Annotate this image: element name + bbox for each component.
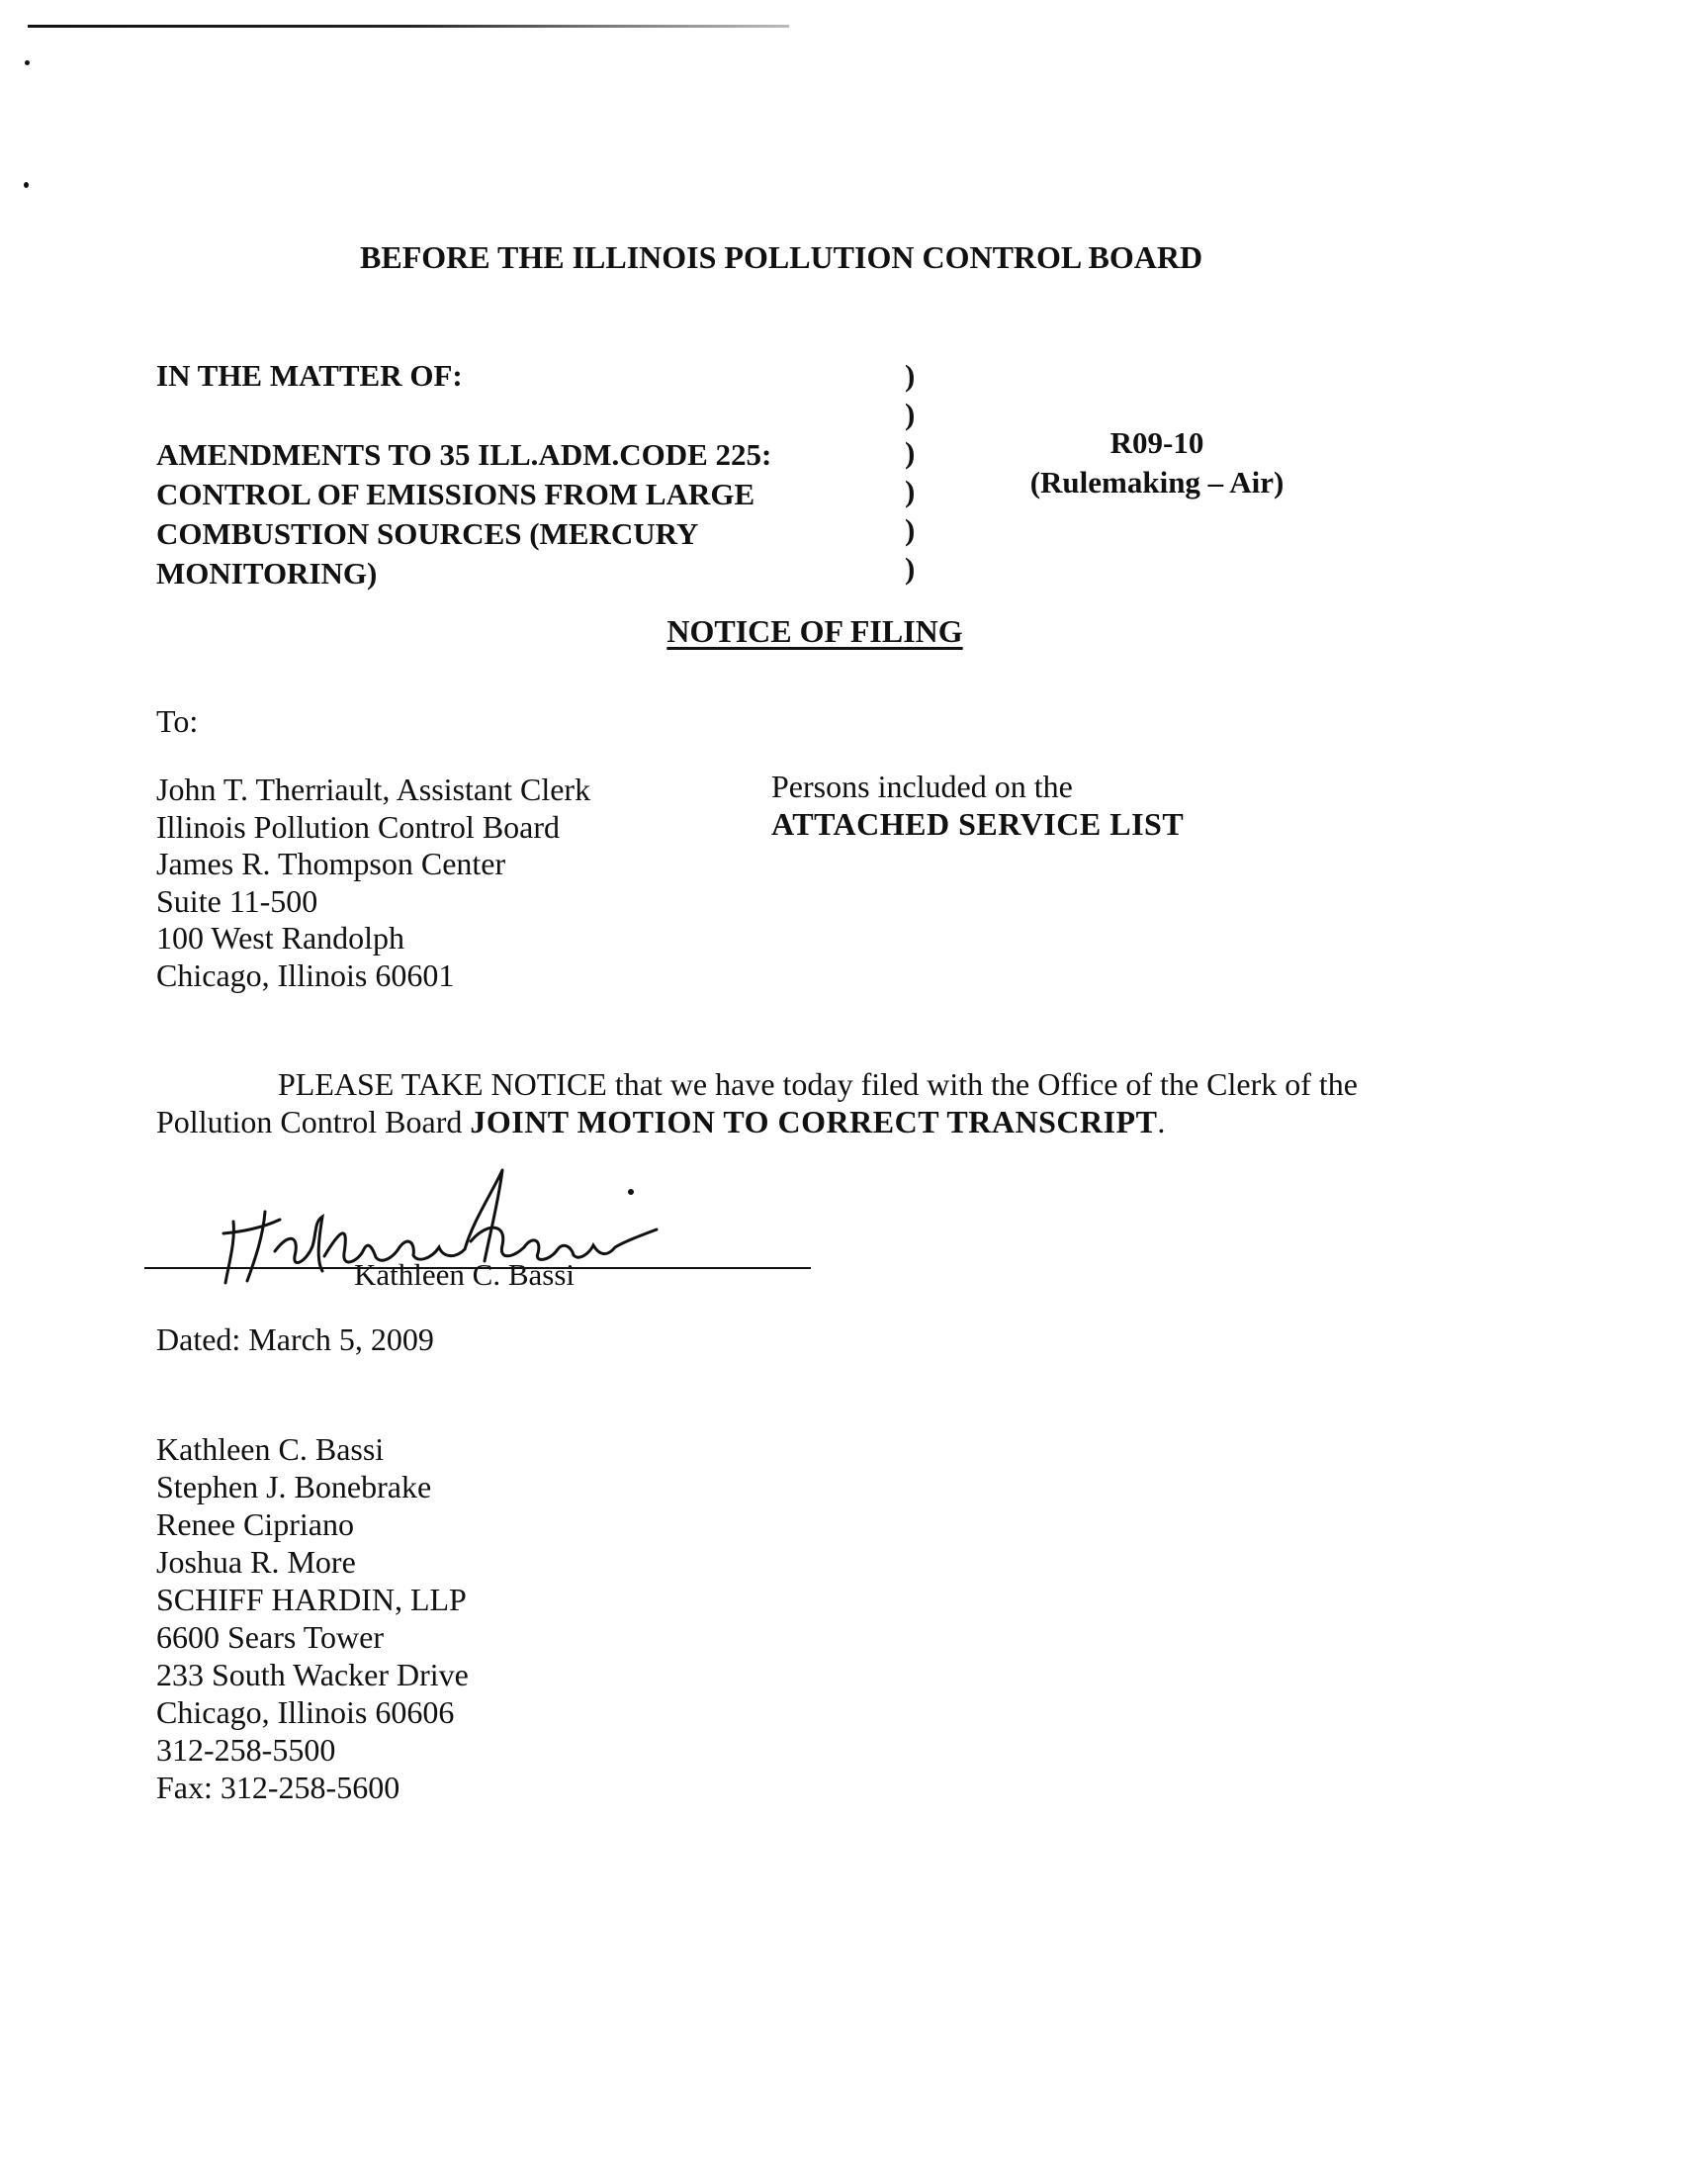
recipient-line: 100 West Randolph	[156, 920, 405, 956]
caption-title-line: CONTROL OF EMISSIONS FROM LARGE	[156, 477, 755, 511]
case-type: (Rulemaking – Air)	[1029, 465, 1285, 500]
notice-body-line	[156, 1103, 1165, 1140]
caption-title-line: MONITORING)	[156, 556, 378, 591]
service-line: Persons included on the	[771, 769, 1073, 804]
sender-line: Joshua R. More	[156, 1544, 356, 1580]
sender-line: Fax: 312-258-5600	[156, 1770, 400, 1805]
date-line: Dated: March 5, 2009	[156, 1321, 434, 1357]
caption-parentheses	[905, 356, 944, 588]
sender-line: Kathleen C. Bassi	[156, 1431, 385, 1467]
notice-body-suffix: .	[1157, 1104, 1166, 1139]
service-list-note	[771, 769, 1184, 843]
signer-name: Kathleen C. Bassi	[354, 1257, 575, 1292]
board-title: BEFORE THE ILLINOIS POLLUTION CONTROL BOARD	[360, 239, 1203, 275]
notice-body-line: PLEASE TAKE NOTICE that we have today filed with the Office of the Clerk of the	[278, 1066, 1358, 1102]
to-label: To:	[156, 703, 199, 739]
case-caption	[156, 356, 771, 593]
caption-paren: )	[905, 512, 916, 547]
matter-label: IN THE MATTER OF:	[156, 358, 463, 393]
sender-line: Renee Cipriano	[156, 1506, 354, 1542]
caption-title-line: COMBUSTION SOURCES (MERCURY	[156, 516, 699, 551]
notice-body-prefix: Pollution Control Board	[156, 1104, 471, 1139]
case-identifier	[1014, 423, 1300, 502]
recipient-address	[156, 772, 590, 994]
scan-top-rule	[28, 25, 789, 28]
sender-line: Stephen J. Bonebrake	[156, 1469, 432, 1504]
caption-paren: )	[905, 551, 916, 586]
recipient-line: James R. Thompson Center	[156, 846, 506, 881]
caption-title-line: AMENDMENTS TO 35 ILL.ADM.CODE 225:	[156, 437, 772, 472]
service-list-label: ATTACHED SERVICE LIST	[771, 805, 1185, 842]
motion-title: JOINT MOTION TO CORRECT TRANSCRIPT	[470, 1104, 1158, 1139]
recipient-line: John T. Therriault, Assistant Clerk	[156, 772, 591, 807]
sender-line: 6600 Sears Tower	[156, 1619, 385, 1655]
case-number: R09-10	[1109, 425, 1204, 460]
sender-line: Chicago, Illinois 60606	[156, 1694, 455, 1730]
recipient-line: Illinois Pollution Control Board	[156, 808, 561, 845]
scan-speck	[25, 60, 30, 65]
caption-paren: )	[905, 397, 916, 431]
sender-line: SCHIFF HARDIN, LLP	[156, 1582, 467, 1617]
sender-line: 233 South Wacker Drive	[156, 1657, 469, 1692]
caption-paren: )	[905, 358, 916, 393]
recipient-line: Suite 11-500	[156, 882, 318, 919]
sender-line: 312-258-5500	[156, 1732, 336, 1768]
notice-title: NOTICE OF FILING	[666, 613, 963, 649]
caption-paren: )	[905, 435, 916, 470]
sender-address-block	[156, 1430, 469, 1806]
caption-paren: )	[905, 474, 916, 508]
recipient-line: Chicago, Illinois 60601	[156, 956, 455, 993]
scan-speck	[24, 182, 29, 188]
